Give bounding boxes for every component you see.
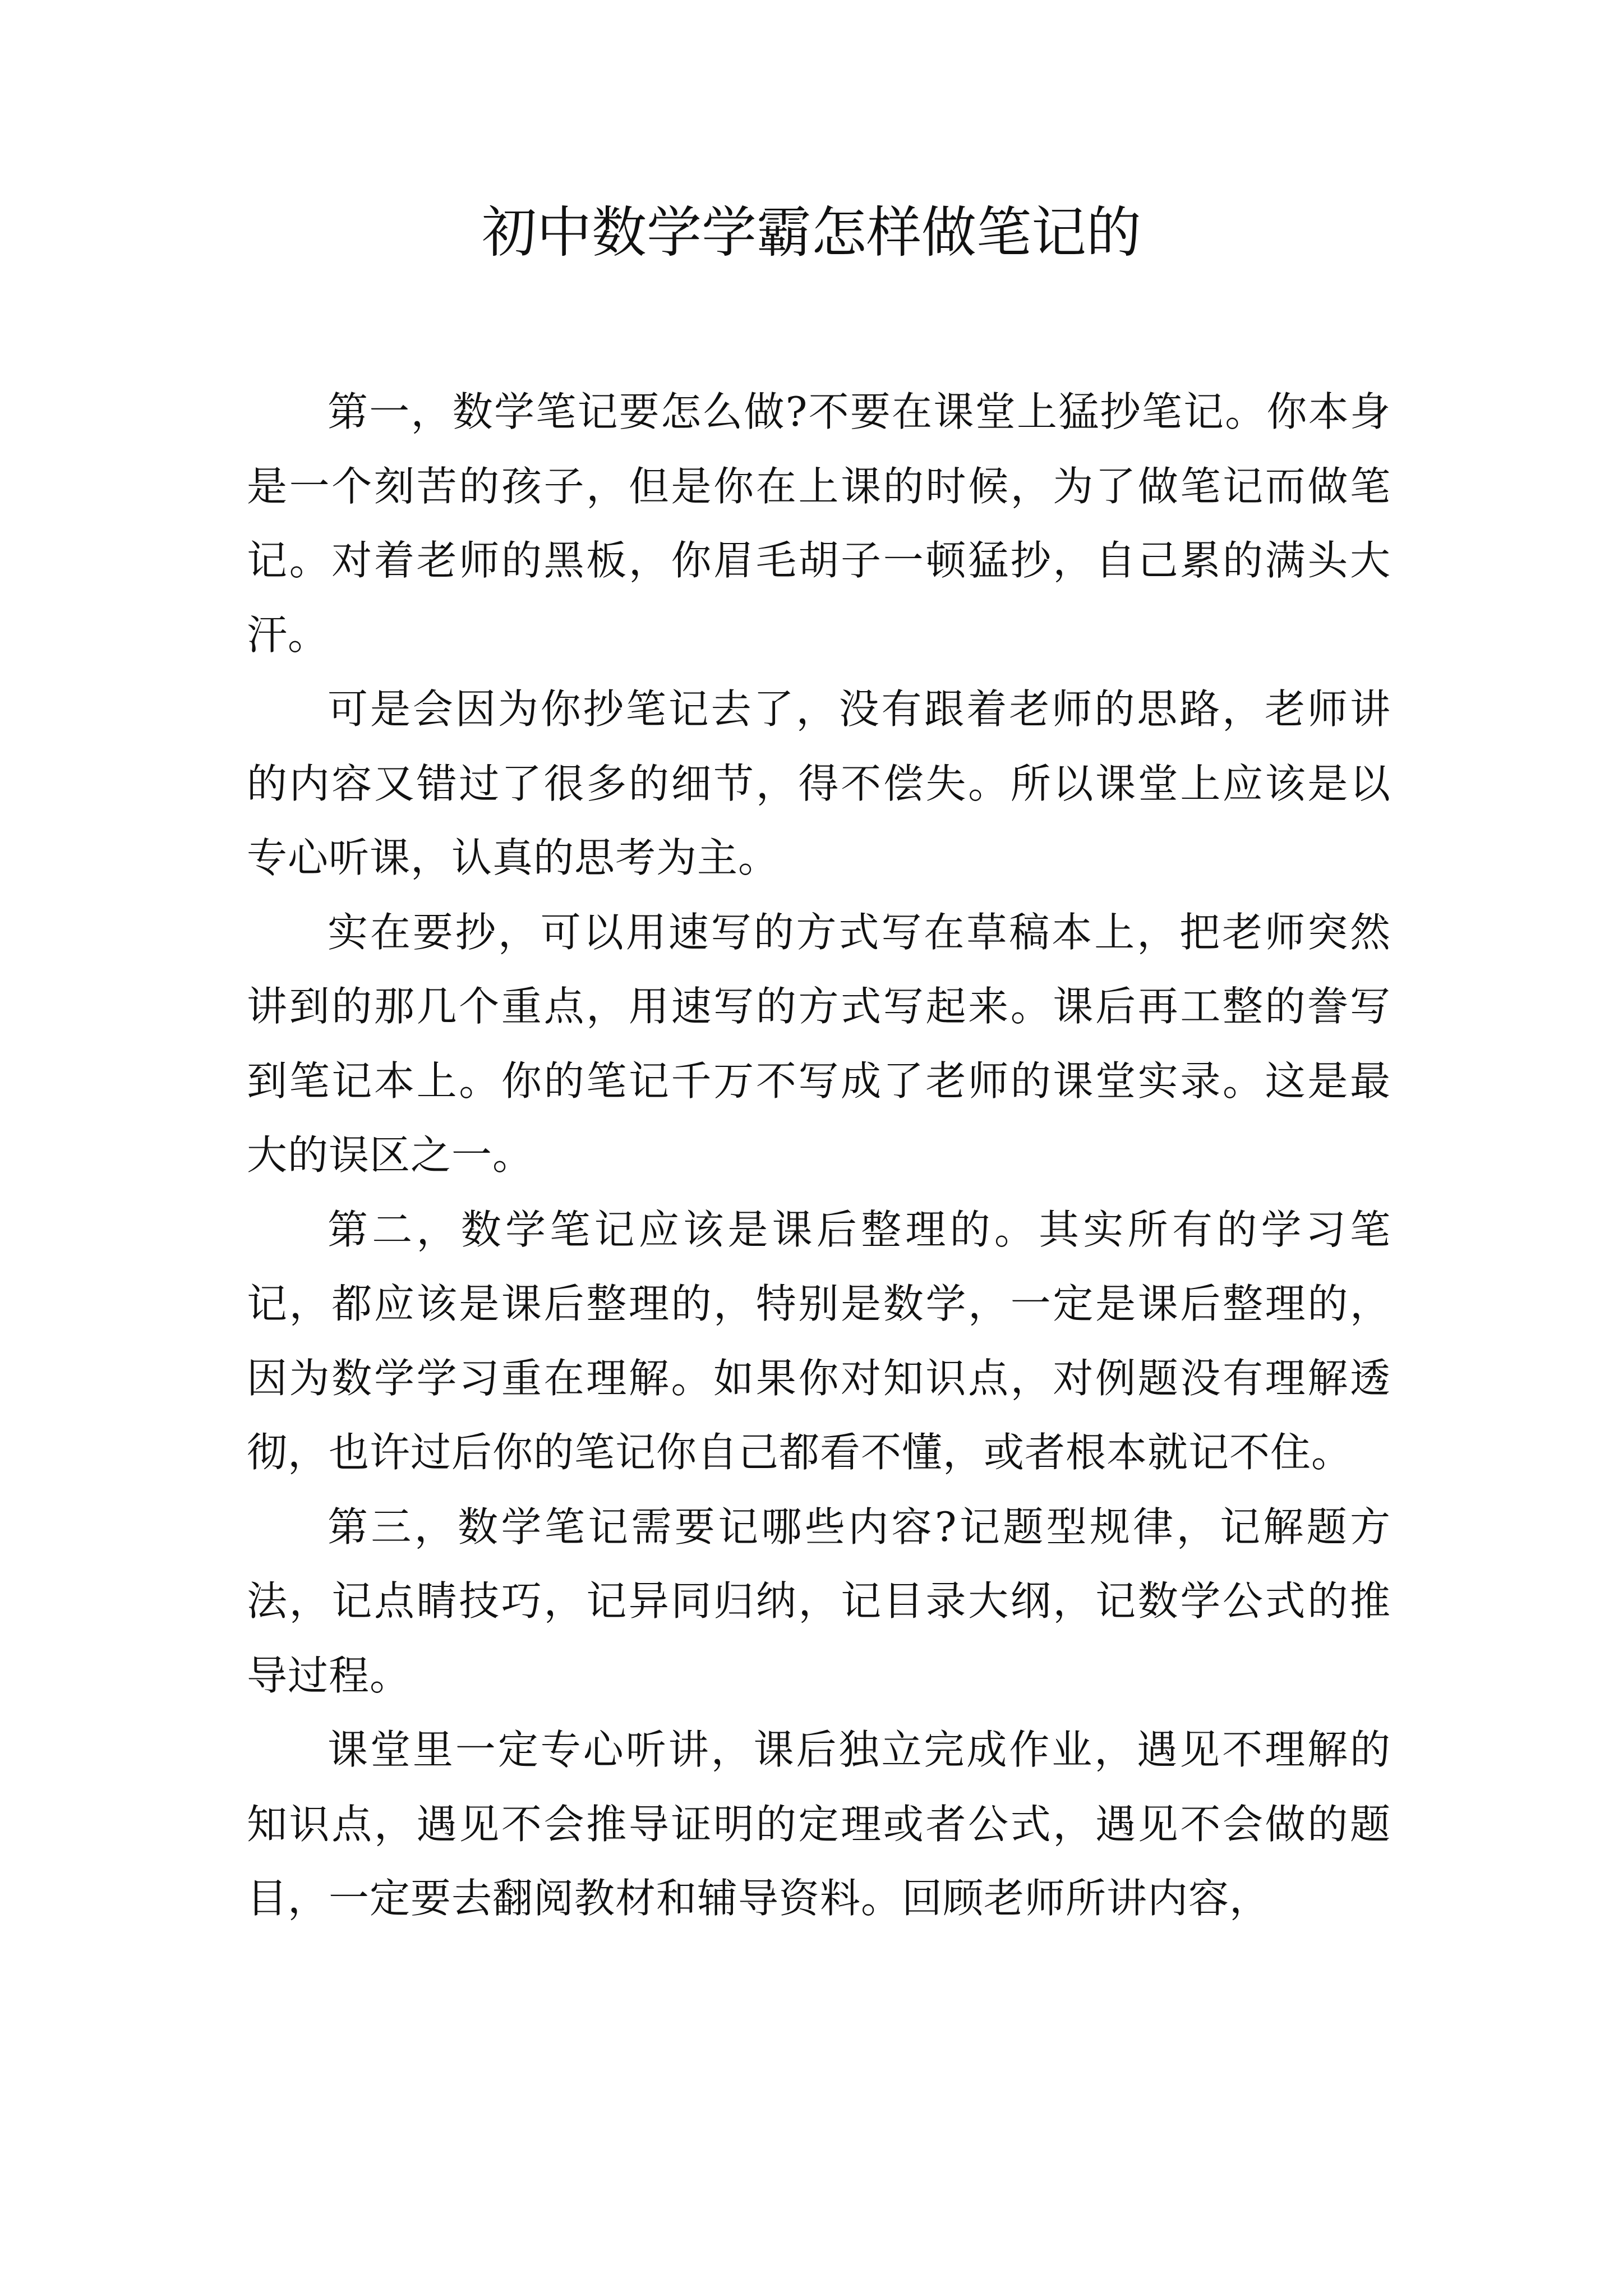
paragraph-1: 第一，数学笔记要怎么做?不要在课堂上猛抄笔记。你本身是一个刻苦的孩子，但是你在上课的时候，为了做笔记而做笔记。对着老师的黑板，你眉毛胡子一顿猛抄，自己累的满头大汗。 <box>247 388 1391 659</box>
paragraph-3: 实在要抄，可以用速写的方式写在草稿本上，把老师突然讲到的那几个重点，用速写的方式写起来。课后再工整的誊写到笔记本上。你的笔记千万不写成了老师的课堂实录。这是最大的误区之一。 <box>247 908 1391 1179</box>
document-title: 初中数学学霸怎样做笔记的 <box>481 201 1141 265</box>
paragraph-6: 课堂里一定专心听讲，课后独立完成作业，遇见不理解的知识点，遇见不会推导证明的定理或者公式，遇见不会做的题目，一定要去翻阅教材和辅导资料。回顾老师所讲内容， <box>247 1726 1391 1922</box>
paragraph-4: 第二，数学笔记应该是课后整理的。其实所有的学习笔记，都应该是课后整理的，特别是数学，一定是课后整理的，因为数学学习重在理解。如果你对知识点，对例题没有理解透彻，也许过后你的笔记你自己都看不懂，或者根本就记不住。 <box>247 1205 1391 1476</box>
paragraph-2: 可是会因为你抄笔记去了，没有跟着老师的思路，老师讲的内容又错过了很多的细节，得不偿失。所以课堂上应该是以专心听课，认真的思考为主。 <box>247 685 1391 881</box>
paragraph-5: 第三，数学笔记需要记哪些内容?记题型规律，记解题方法，记点睛技巧，记异同归纳，记目录大纲，记数学公式的推导过程。 <box>247 1503 1391 1699</box>
document-body <box>247 375 1391 1936</box>
